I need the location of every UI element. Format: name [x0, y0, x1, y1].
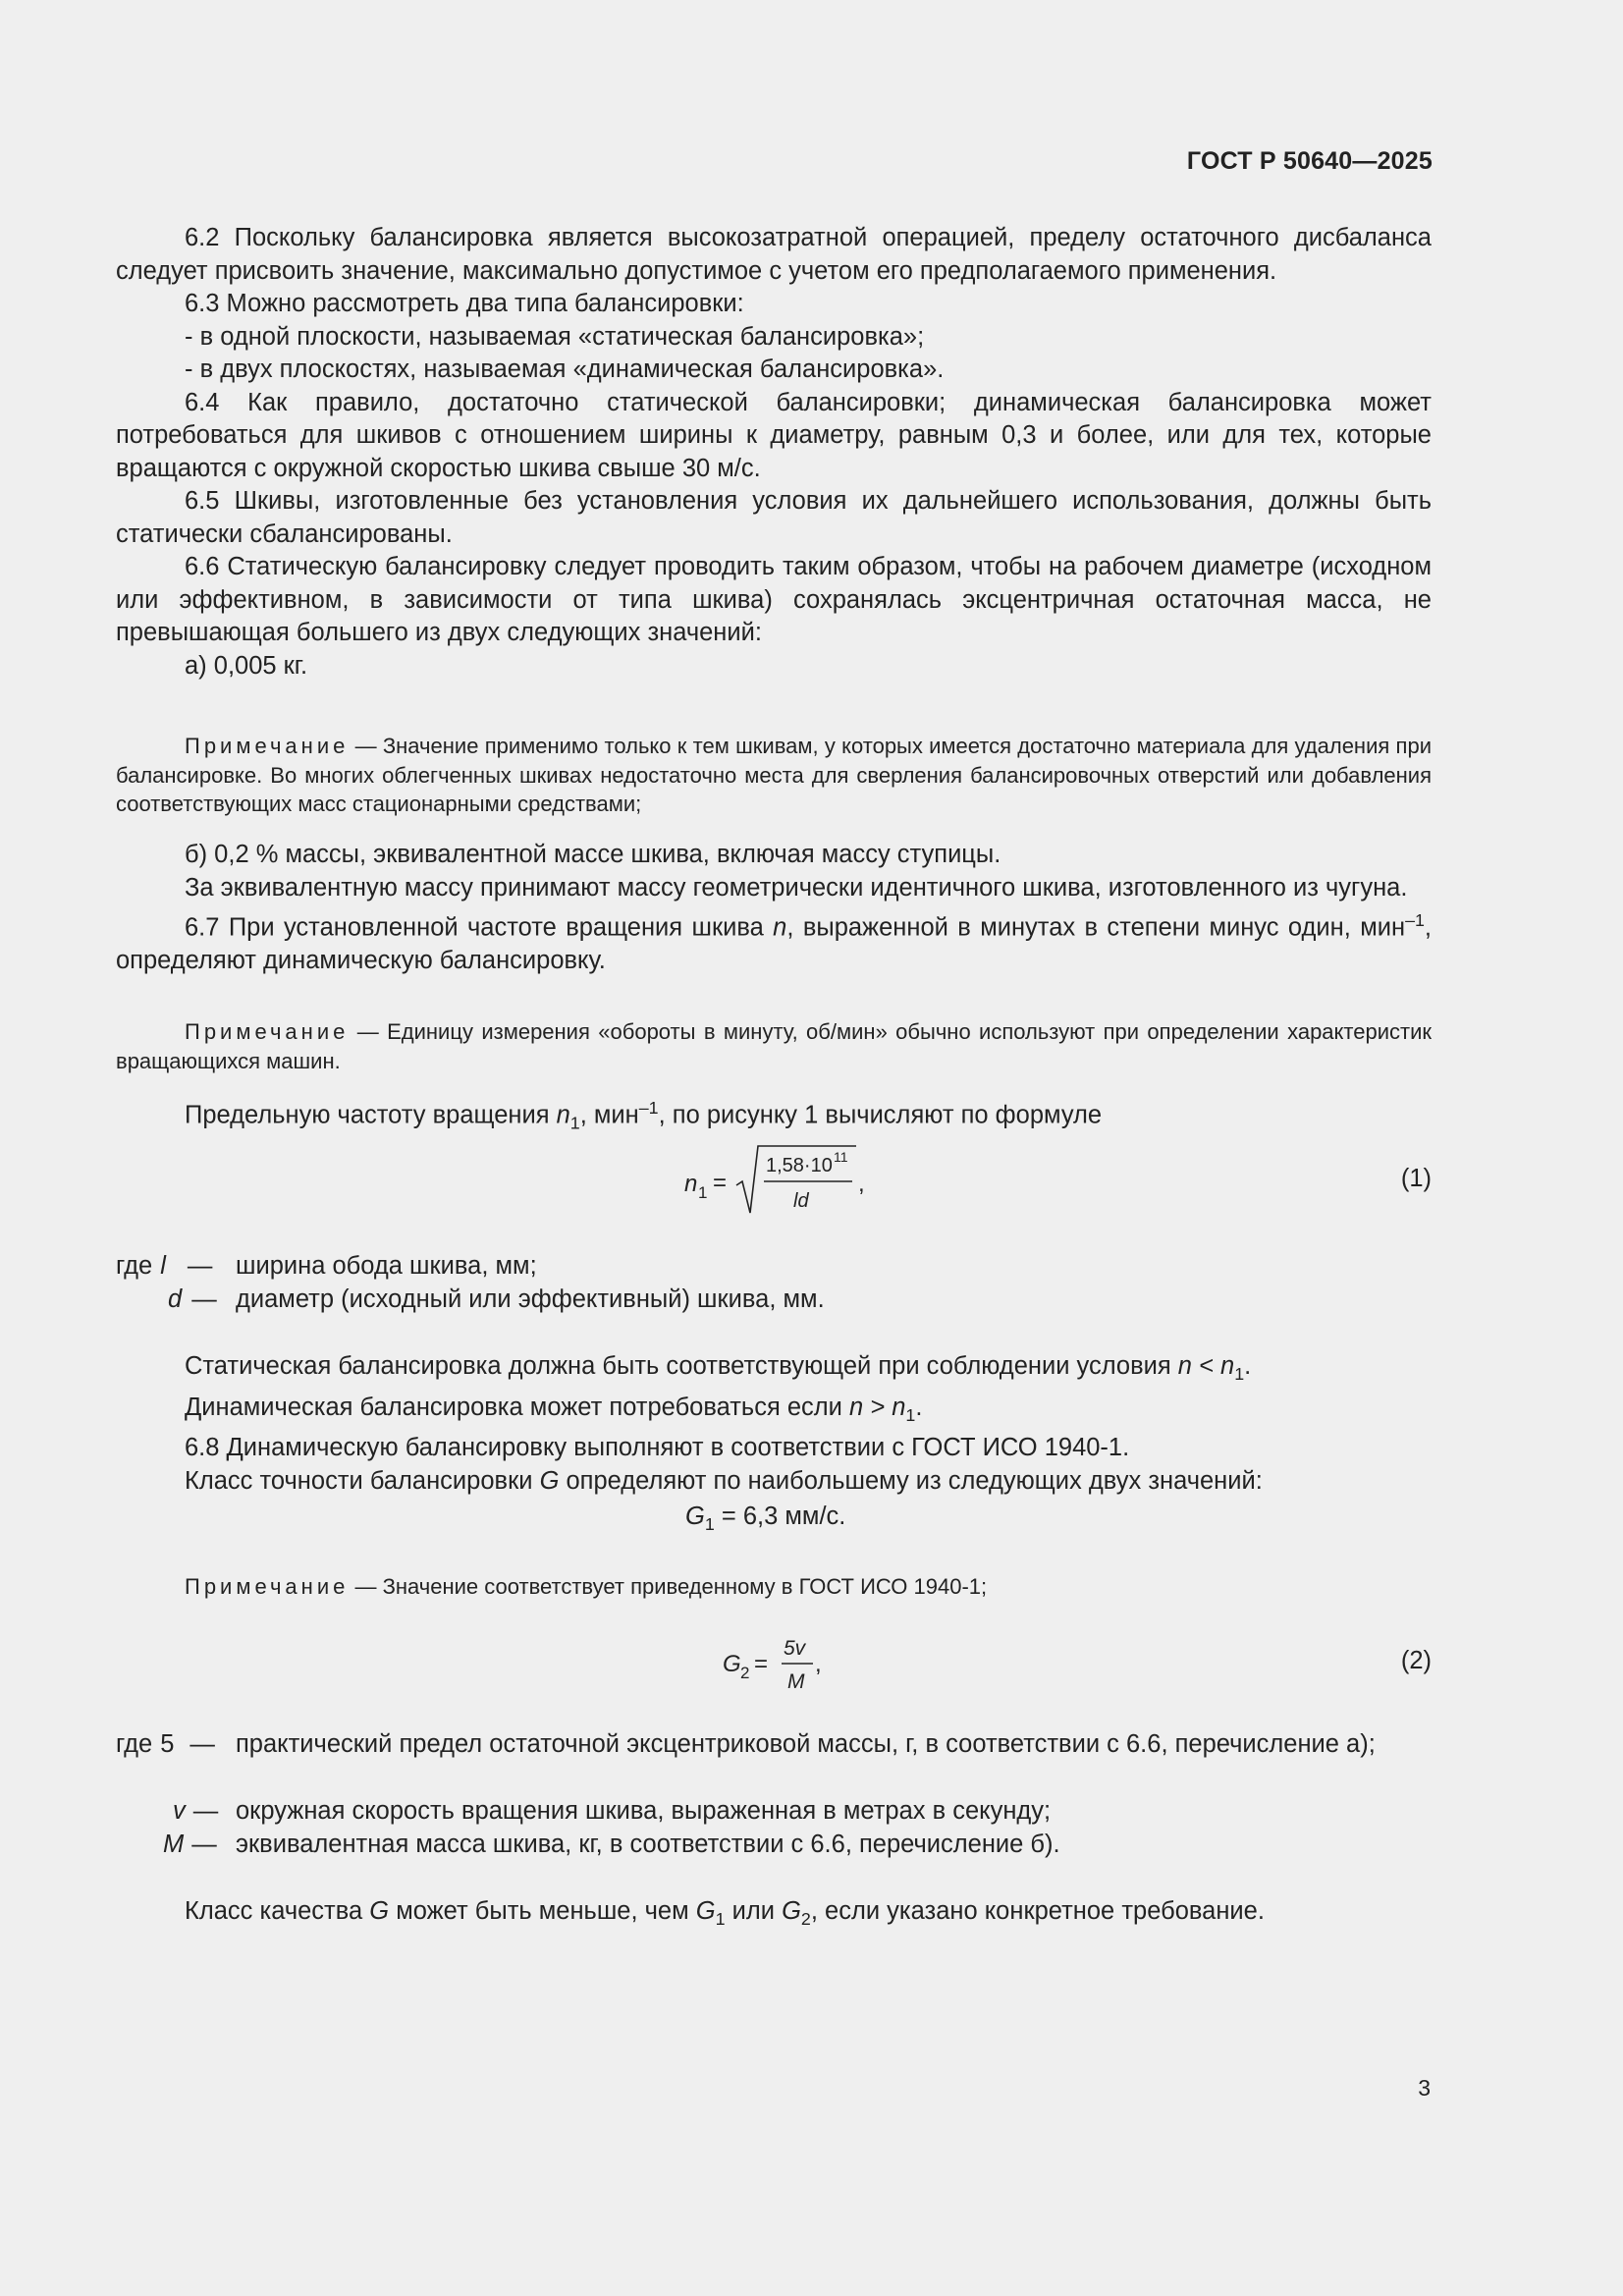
equivalent-mass-paragraph: За эквивалентную массу принимают массу геометрически идентичного шкива, изготовленного из чугуна.: [185, 873, 1408, 902]
note-1-text: — Значение применимо только к тем шкивам, у которых имеется достаточно материала для удаления при балансировке. Во многих облегченных шкивах недостаточно места для сверления балансировочных отверстий или добавления соответствующих масс стационарными средствами;: [116, 734, 1432, 816]
formula-1-lhs-sub: 1: [698, 1183, 708, 1202]
formula-1-numerator: 1,58·10: [766, 1155, 833, 1176]
formula-g1: $G_1 = 6,3$ мм/с.: [685, 1503, 846, 1535]
legend-1-row-l: где l —: [116, 1252, 213, 1280]
class-accuracy-sentence: Класс точности балансировки G определяют по наибольшему из следующих двух значений:: [185, 1466, 1263, 1495]
legend-2-row-5-text: практический предел остаточной эксцентриковой массы, г, в соответствии с 6.6, перечисление а);: [236, 1730, 1376, 1758]
legend-1-row-l-text: ширина обода шкива, мм;: [236, 1252, 537, 1280]
formula-2-denominator: M: [787, 1670, 805, 1693]
formula-1-eq: =: [713, 1170, 728, 1196]
list-item-one-plane: - в одной плоскости, называемая «статическая балансировка»;: [185, 322, 925, 351]
equation-number-1: (1): [1400, 1165, 1432, 1192]
formula-2-lhs-sub: 2: [740, 1664, 750, 1682]
formula-2-svg: [721, 1630, 829, 1699]
note-2-text: — Единицу измерения «обороты в минуту, об/мин» обычно используют при определении характеристик вращающихся машин.: [116, 1019, 1432, 1073]
formula-2: [721, 1630, 829, 1706]
formula-1-numerator-exp: 11: [834, 1149, 848, 1165]
paragraph-6-8: 6.8 Динамическую балансировку выполняют в соответствии с ГОСТ ИСО 1940-1.: [185, 1434, 1130, 1462]
paragraph-6-3: 6.3 Можно рассмотреть два типа балансировки:: [185, 290, 744, 317]
legend-2-row-m: M —: [163, 1831, 217, 1858]
section-6-2-to-6-6: [116, 222, 1432, 683]
paragraph-6-4: 6.4 Как правило, достаточно статической балансировки; динамическая балансировка может потребоваться для шкивов с отношением ширины к диаметру, равным 0,3 и более, или для тех, которые вращаются с окружной скоростью шкива свыше 30 м/с.: [116, 388, 1432, 482]
formula-2-comma: ,: [815, 1651, 822, 1677]
item-a: а) 0,005 кг.: [185, 651, 308, 680]
list-item-two-planes: - в двух плоскостях, называемая «динамическая балансировка».: [185, 355, 945, 383]
formula-1-comma: ,: [858, 1171, 865, 1197]
formula-1-svg: [681, 1142, 878, 1223]
legend-2-row-v-text: окружная скорость вращения шкива, выраженная в метрах в секунду;: [236, 1797, 1052, 1825]
static-condition: Статическая балансировка должна быть соответствующей при соблюдении условия $n < n_1$.: [185, 1352, 1252, 1385]
formula-2-lhs: G: [723, 1651, 741, 1677]
formula-1: [681, 1142, 878, 1230]
section-6-8: [116, 1350, 1432, 1498]
page-number: 3: [1418, 2075, 1431, 2101]
paragraph-6-2: 6.2 Поскольку балансировка является высокозатратной операцией, пределу остаточного дисбаланса следует присвоить значение, максимально допустимое с учетом его предполагаемого применения.: [116, 224, 1432, 285]
formula-1-denominator: ld: [793, 1190, 809, 1212]
dynamic-condition: Динамическая балансировка может потребоваться если $n > n_1$.: [185, 1393, 923, 1425]
equation-number-2: (2): [1400, 1647, 1432, 1674]
note-label: Примечание: [185, 1574, 350, 1599]
formula-1-lhs: n: [684, 1171, 698, 1197]
note-3-text: — Значение соответствует приведенному в ГОСТ ИСО 1940-1;: [354, 1574, 988, 1599]
paragraph-6-7: 6.7 При установленной частоте вращения шкива n, выраженной в минутах в степени минус один, мин$^{-1}$, определяют динамическую балансировку.: [116, 910, 1433, 974]
paragraph-6-6: 6.6 Статическую балансировку следует проводить таким образом, чтобы на рабочем диаметре (исходном или эффективном, в зависимости от типа шкива) сохранялась эксцентричная остаточная масса, не превышающая большего из двух следующих значений:: [116, 553, 1432, 646]
limit-frequency-sentence: Предельную частоту вращения $n_1$, мин$^{-1}$, по рисунку 1 вычисляют по формуле: [185, 1098, 1103, 1133]
item-b: б) 0,2 % массы, эквивалентной массе шкива, включая массу ступицы.: [185, 841, 1001, 868]
note-1: [116, 732, 1432, 819]
legend-2-row-m-text: эквивалентная масса шкива, кг, в соответствии с 6.6, перечисление б).: [236, 1831, 1060, 1858]
legend-2-row-5: где 5 —: [116, 1730, 215, 1758]
note-label: Примечание: [185, 734, 350, 758]
formula-2-numerator: 5v: [784, 1637, 806, 1660]
final-sentence: Класс качества G может быть меньше, чем $G_1$ или $G_2$, если указано конкретное требование.: [185, 1897, 1265, 1930]
legend-1-row-d-text: диаметр (исходный или эффективный) шкива, мм.: [236, 1285, 825, 1313]
section-6-6-b-to-6-7: [116, 839, 1432, 978]
paragraph-6-5: 6.5 Шкивы, изготовленные без установления условия их дальнейшего использования, должны быть статически сбалансированы.: [116, 487, 1432, 548]
formula-2-eq: =: [754, 1651, 769, 1677]
legend-1-row-d: d —: [168, 1285, 217, 1313]
legend-2-row-v: v —: [173, 1797, 219, 1825]
note-3: [116, 1572, 1432, 1602]
document-id-header: ГОСТ Р 50640—2025: [1186, 147, 1433, 175]
note-label: Примечание: [185, 1019, 350, 1044]
note-2: [116, 1017, 1432, 1075]
